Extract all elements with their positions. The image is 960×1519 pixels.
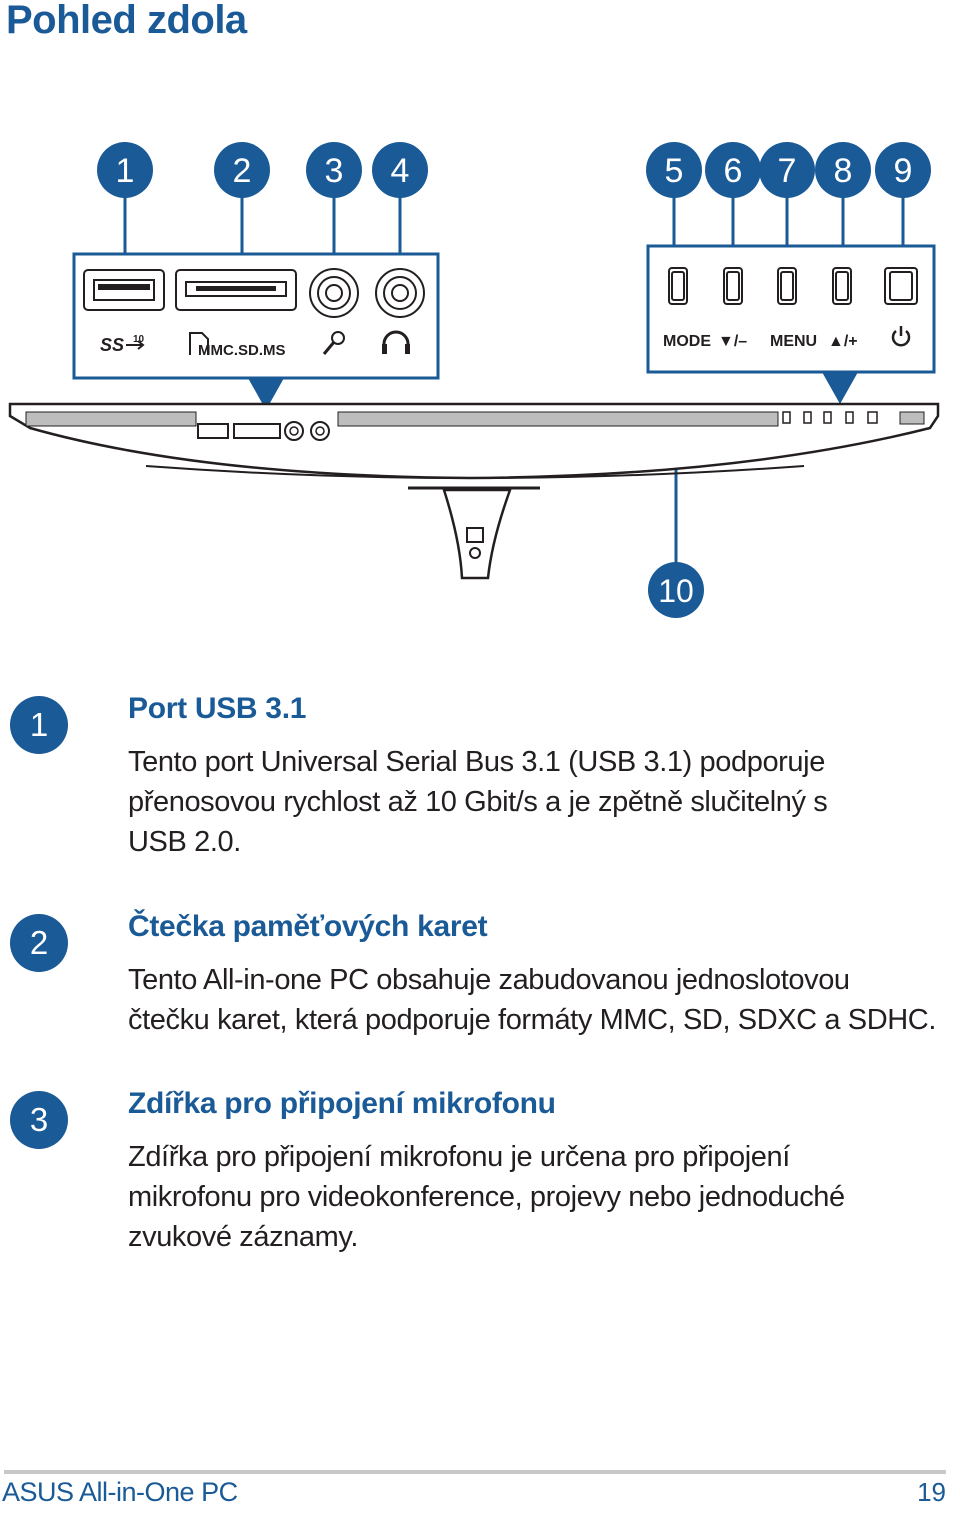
item-number-badge: 2 [10,914,68,972]
svg-text:7: 7 [777,152,797,190]
callout-4 [372,142,428,198]
item-description [128,742,948,862]
svg-text:3: 3 [324,152,344,190]
callout-8 [815,142,871,198]
callout-7 [759,142,815,198]
desc-line: Tento port Universal Serial Bus 3.1 (USB 3.1) podporuje [128,746,825,778]
callout-9 [875,142,931,198]
item-title: Zdířka pro připojení mikrofonu [128,1087,556,1120]
up-label: ▲/+ [828,333,858,350]
stand [444,490,510,578]
desc-line: přenosovou rychlost až 10 Gbit/s a je zpětně slučitelný s [128,786,828,818]
svg-text:6: 6 [723,152,743,190]
svg-text:10: 10 [658,573,694,609]
svg-text:2: 2 [232,152,252,190]
page-number: 19 [917,1477,946,1507]
monitor-bottom [10,404,938,488]
desc-line: zvukové záznamy. [128,1221,358,1253]
page-title: Pohled zdola [6,0,247,42]
callout-3 [306,142,362,198]
ports-panel [74,254,438,410]
svg-text:5: 5 [664,152,684,190]
mode-label: MODE [663,333,711,350]
mic-jack-icon [310,269,358,317]
usb-ss-label: SS [100,335,125,355]
svg-text:1: 1 [115,152,135,190]
footer-divider [4,1470,946,1474]
card-label: MMC.SD.MS [198,342,286,359]
usb-port-icon [84,270,164,310]
item-number-badge: 3 [10,1091,68,1149]
svg-text:4: 4 [390,152,410,190]
item-title: Port USB 3.1 [128,692,307,725]
desc-line: Zdířka pro připojení mikrofonu je určena pro připojení [128,1141,790,1173]
item-description [128,1137,948,1257]
footer-product-name: ASUS All-in-One PC [2,1477,238,1507]
item-description [128,960,948,1040]
menu-label: MENU [770,333,818,350]
svg-text:8: 8 [833,152,853,190]
item-title: Čtečka paměťových karet [128,910,488,943]
svg-text:9: 9 [893,152,913,190]
desc-line: Tento All-in-one PC obsahuje zabudovanou jednoslotovou [128,964,850,996]
card-reader-icon [176,270,296,310]
desc-line: mikrofonu pro videokonference, projevy nebo jednoduché [128,1181,845,1213]
callout-1 [97,142,153,198]
desc-line: USB 2.0. [128,826,241,858]
callout-10 [648,562,704,618]
callout-6 [705,142,761,198]
buttons-panel [648,246,934,404]
headphone-jack-icon [376,269,424,317]
item-number-badge: 1 [10,696,68,754]
desc-line: čtečku karet, která podporuje formáty MMC, SD, SDXC a SDHC. [128,1004,936,1036]
callout-2 [214,142,270,198]
callout-5 [646,142,702,198]
bottom-view-diagram [0,120,960,640]
down-label: ▼/– [718,333,748,350]
usb-10-label: 10 [133,334,145,345]
